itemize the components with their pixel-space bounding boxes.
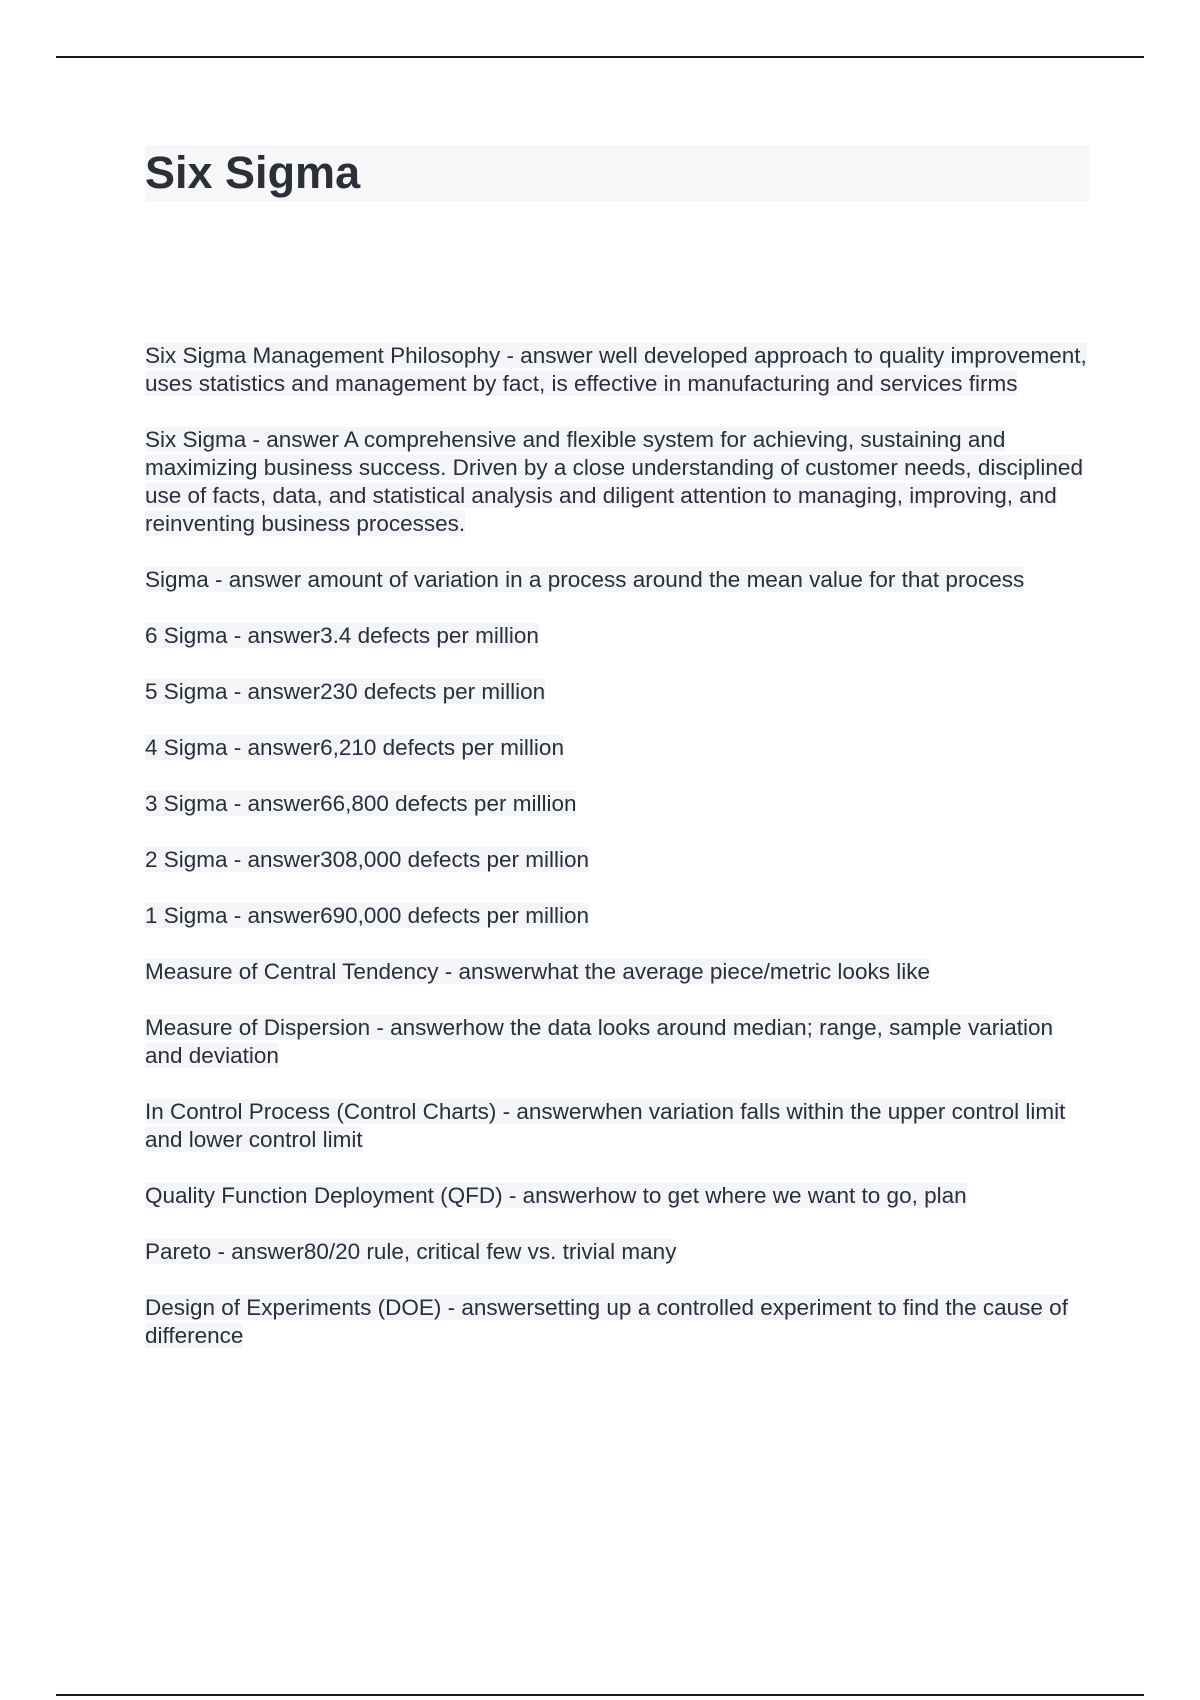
title-block <box>145 145 1090 201</box>
qa-text: Sigma - answer amount of variation in a process around the mean value for that process <box>145 567 1025 592</box>
qa-text: Measure of Dispersion - answerhow the data looks around median; range, sample variation and deviation <box>145 1015 1053 1068</box>
qa-entry <box>145 426 1090 538</box>
qa-text: Six Sigma Management Philosophy - answer well developed approach to quality improvement, uses statistics and management by fact, is effective in manufacturing and services firms <box>145 343 1087 396</box>
qa-entry <box>145 1014 1090 1070</box>
qa-entry <box>145 958 1090 986</box>
qa-entry <box>145 846 1090 874</box>
qa-entry <box>145 1294 1090 1350</box>
qa-entry <box>145 1238 1090 1266</box>
qa-list <box>145 342 1090 1350</box>
bottom-rule <box>56 1694 1144 1696</box>
qa-entry <box>145 1182 1090 1210</box>
qa-entry <box>145 622 1090 650</box>
qa-entry <box>145 678 1090 706</box>
qa-entry <box>145 902 1090 930</box>
qa-entry <box>145 734 1090 762</box>
document-body <box>145 145 1090 1378</box>
top-rule <box>56 56 1144 58</box>
page-title: Six Sigma <box>145 147 361 198</box>
qa-text: 4 Sigma - answer6,210 defects per million <box>145 735 564 760</box>
qa-text: Design of Experiments (DOE) - answersetting up a controlled experiment to find the cause of difference <box>145 1295 1068 1348</box>
qa-text: 6 Sigma - answer3.4 defects per million <box>145 623 539 648</box>
qa-text: 3 Sigma - answer66,800 defects per million <box>145 791 577 816</box>
qa-text: Six Sigma - answer A comprehensive and flexible system for achieving, sustaining and maximizing business success. Driven by a close understanding of customer needs, disciplined use of facts, data, and statistical analysis and diligent attention to managing, improving, and reinventing business processes. <box>145 427 1083 536</box>
qa-text: 1 Sigma - answer690,000 defects per million <box>145 903 589 928</box>
qa-entry <box>145 1098 1090 1154</box>
qa-text: Measure of Central Tendency - answerwhat the average piece/metric looks like <box>145 959 930 984</box>
qa-text: 2 Sigma - answer308,000 defects per million <box>145 847 589 872</box>
qa-text: In Control Process (Control Charts) - answerwhen variation falls within the upper control limit and lower control limit <box>145 1099 1066 1152</box>
qa-entry <box>145 790 1090 818</box>
qa-entry <box>145 342 1090 398</box>
qa-entry <box>145 566 1090 594</box>
qa-text: Quality Function Deployment (QFD) - answerhow to get where we want to go, plan <box>145 1183 967 1208</box>
qa-text: Pareto - answer80/20 rule, critical few vs. trivial many <box>145 1239 677 1264</box>
qa-text: 5 Sigma - answer230 defects per million <box>145 679 546 704</box>
